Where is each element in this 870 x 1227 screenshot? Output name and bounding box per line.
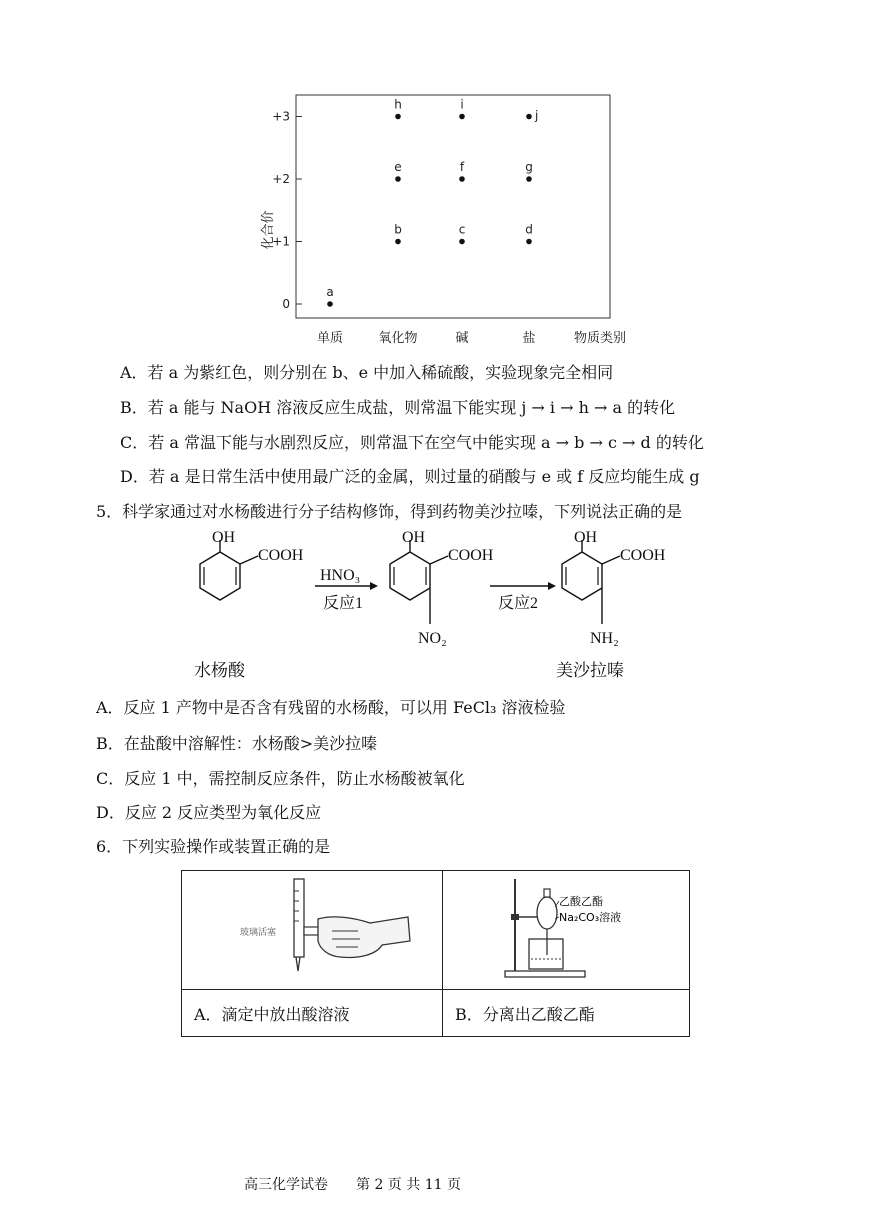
- burette-hand-illustration: [182, 871, 442, 989]
- chart-frame: [296, 95, 610, 318]
- point-label-i: i: [460, 97, 464, 112]
- point-label-c: c: [458, 222, 466, 237]
- point-label-f: f: [459, 160, 465, 174]
- point-label-h: h: [394, 97, 402, 112]
- q4-option-a: A．若 a 为紫红色，则分别在 b、e 中加入稀硫酸，实验现象完全相同: [120, 363, 614, 382]
- point-i: [459, 114, 465, 120]
- point-label-d: d: [525, 222, 533, 237]
- separatory-funnel-illustration: [443, 871, 689, 989]
- q4-option-d: D．若 a 是日常生活中使用最广泛的金属，则过量的硝酸与 e 或 f 反应均能生成 g: [120, 467, 700, 486]
- glass-stopcock-label: 玻璃活塞: [240, 928, 277, 938]
- q5-stem: 5．科学家通过对水杨酸进行分子结构修饰，得到药物美沙拉嗪，下列说法正确的是: [96, 502, 683, 521]
- mesalazine-structure: [562, 529, 666, 647]
- point-label-a: a: [326, 285, 334, 299]
- q6-options-table: [181, 870, 690, 1037]
- chart-y-axis-label: 化合价: [261, 210, 276, 250]
- x-tick-label: 盐: [522, 331, 536, 346]
- ethyl-acetate-label: 乙酸乙酯: [559, 895, 603, 908]
- valence-class-chart: [240, 90, 640, 355]
- point-c: [459, 239, 465, 245]
- chart-x-axis-label: 物质类别: [574, 331, 627, 346]
- chart-ticks: [272, 110, 535, 347]
- y-tick-label: +3: [272, 109, 290, 124]
- page-footer: 高三化学试卷 第 2 页 共 11 页: [244, 1177, 461, 1193]
- y-tick-label: +1: [272, 234, 290, 249]
- x-tick-label: 单质: [316, 331, 344, 346]
- x-tick-label: 氧化物: [378, 331, 418, 346]
- cooh-label: COOH: [620, 547, 666, 564]
- point-f: [459, 176, 465, 182]
- point-label-j: j: [535, 108, 539, 123]
- point-g: [526, 176, 532, 182]
- q6-image-b-cell: [443, 871, 690, 990]
- point-a: [327, 301, 333, 307]
- point-label-g: g: [525, 160, 533, 174]
- point-label-e: e: [394, 160, 402, 174]
- sodium-carbonate-label: Na₂CO₃溶液: [559, 911, 622, 924]
- point-e: [395, 176, 401, 182]
- point-label-b: b: [394, 222, 402, 237]
- q6-option-b: B．分离出乙酸乙酯: [443, 990, 690, 1037]
- reaction-2-label: 反应2: [498, 595, 539, 612]
- cooh-label: COOH: [448, 547, 494, 564]
- name-mesalazine: 美沙拉嗪: [556, 661, 624, 680]
- nitro-salicylic-structure: [390, 529, 494, 647]
- name-salicylic-acid: 水杨酸: [194, 661, 245, 680]
- y-tick-label: 0: [282, 297, 290, 311]
- chart-points: [326, 98, 538, 307]
- q6-stem: 6．下列实验操作或装置正确的是: [96, 837, 331, 856]
- cooh-label: COOH: [258, 547, 304, 564]
- reaction-1-label: 反应1: [323, 595, 364, 612]
- q6-option-a: A．滴定中放出酸溶液: [182, 990, 443, 1037]
- no2-label: NO₂: [418, 630, 447, 647]
- reagent-hno3: HNO₃: [320, 567, 361, 584]
- q5-option-c: C．反应 1 中，需控制反应条件，防止水杨酸被氧化: [96, 769, 465, 788]
- oh-label: OH: [402, 529, 426, 546]
- y-tick-label: +2: [272, 172, 290, 186]
- q4-option-b: B．若 a 能与 NaOH 溶液反应生成盐，则常温下能实现 j → i → h → a 的转化: [120, 398, 676, 417]
- point-h: [395, 114, 401, 120]
- oh-label: OH: [574, 529, 598, 546]
- point-j: [526, 114, 532, 120]
- q5-option-b: B．在盐酸中溶解性：水杨酸>美沙拉嗪: [96, 734, 378, 753]
- x-tick-label: 碱: [455, 331, 469, 346]
- q5-option-d: D．反应 2 反应类型为氧化反应: [96, 803, 322, 822]
- point-d: [526, 239, 532, 245]
- q5-option-a: A．反应 1 产物中是否含有残留的水杨酸，可以用 FeCl₃ 溶液检验: [96, 698, 566, 717]
- oh-label: OH: [212, 529, 236, 546]
- reaction-scheme: [170, 528, 690, 688]
- q6-image-a-cell: [182, 871, 443, 990]
- salicylic-acid-structure: [200, 529, 304, 600]
- point-b: [395, 239, 401, 245]
- q4-option-c: C．若 a 常温下能与水剧烈反应，则常温下在空气中能实现 a → b → c → d 的转化: [120, 433, 704, 452]
- nh2-label: NH₂: [590, 630, 619, 647]
